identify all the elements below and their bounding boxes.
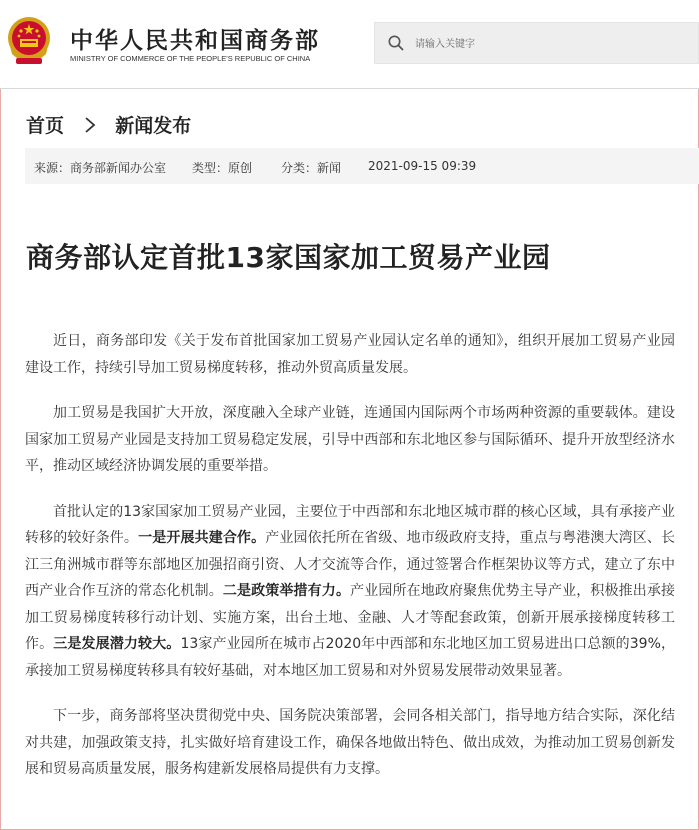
paragraph-text: 产业园依托所在省级、地市级政府支持，重点与粤港澳大湾区、长江三角洲城市群等东部地区加强招商引资、人才交流等合作，通过签署合作框架协议等方式，建立了东中西产业合作互济的常态化机制。	[25, 530, 676, 599]
search-input[interactable]	[413, 31, 687, 57]
site-header	[0, 0, 699, 89]
national-emblem-icon[interactable]	[6, 14, 52, 68]
article-paragraph: 近日，商务部印发《关于发布首批国家加工贸易产业园认定名单的通知》，组织开展加工贸易产业园建设工作，持续引导加工贸易梯度转移，推动外贸高质量发展。	[25, 333, 675, 376]
paragraph-text: 产业园所在地政府聚焦优势主导产业，积极推出承接加工贸易梯度转移行动计划、实施方案，出台土地、金融、人才等配套政策，创新开展承接梯度转移工作。	[25, 583, 676, 652]
search-box[interactable]	[374, 22, 699, 64]
article-meta	[25, 148, 699, 184]
article-paragraph: 加工贸易是我国扩大开放，深度融入全球产业链，连通国内国际两个市场两种资源的重要载体。建设国家加工贸易产业园是支持加工贸易稳定发展，引导中西部和东北地区参与国际循环、提升开放型经济水平，推动区域经济协调发展的重要举措。	[25, 405, 675, 474]
bold-point-1: 一是开展共建合作。	[138, 530, 266, 546]
breadcrumb-current[interactable]: 新闻发布	[115, 115, 192, 137]
search-icon[interactable]	[387, 34, 405, 52]
paragraph-text: 13家产业园所在城市占2020年中西部和东北地区加工贸易进出口总额的39%，承接加工贸易梯度转移具有较好基础，对本地区加工贸易和对外贸易发展带动效果显著。	[25, 636, 676, 679]
site-title[interactable]: 中华人民共和国商务部	[70, 28, 320, 54]
paragraph-text: 首批认定的13家国家加工贸易产业园，主要位于中西部和东北地区城市群的核心区域，具有承接产业转移的较好条件。	[25, 503, 675, 546]
meta-type: 类型：原创	[192, 161, 253, 175]
chevron-right-icon	[83, 115, 97, 135]
site-subtitle: MINISTRY OF COMMERCE OF THE PEOPLE'S REPUBLIC OF CHINA	[70, 54, 311, 63]
meta-source: 来源：商务部新闻办公室	[34, 161, 167, 175]
breadcrumb	[26, 111, 191, 139]
bold-point-2: 二是政策举措有力。	[222, 583, 351, 599]
article-paragraph: 下一步，商务部将坚决贯彻党中央、国务院决策部署，会同各相关部门，指导地方结合实际，深化结对共建，加强政策支持，扎实做好培育建设工作，确保各地做出特色、做出成效，为推动加工贸易创新发展和贸易高质量发展，服务构建新发展格局提供有力支撑。	[25, 708, 675, 777]
meta-category: 分类：新闻	[281, 161, 342, 175]
article-title: 商务部认定首批13家国家加工贸易产业园	[26, 240, 551, 274]
article-body	[25, 328, 675, 802]
meta-datetime: 2021-09-15 09:39	[368, 159, 477, 173]
bold-point-3: 三是发展潜力较大。	[53, 636, 181, 652]
article-paragraph	[25, 499, 675, 685]
breadcrumb-home-link[interactable]: 首页	[26, 115, 65, 137]
